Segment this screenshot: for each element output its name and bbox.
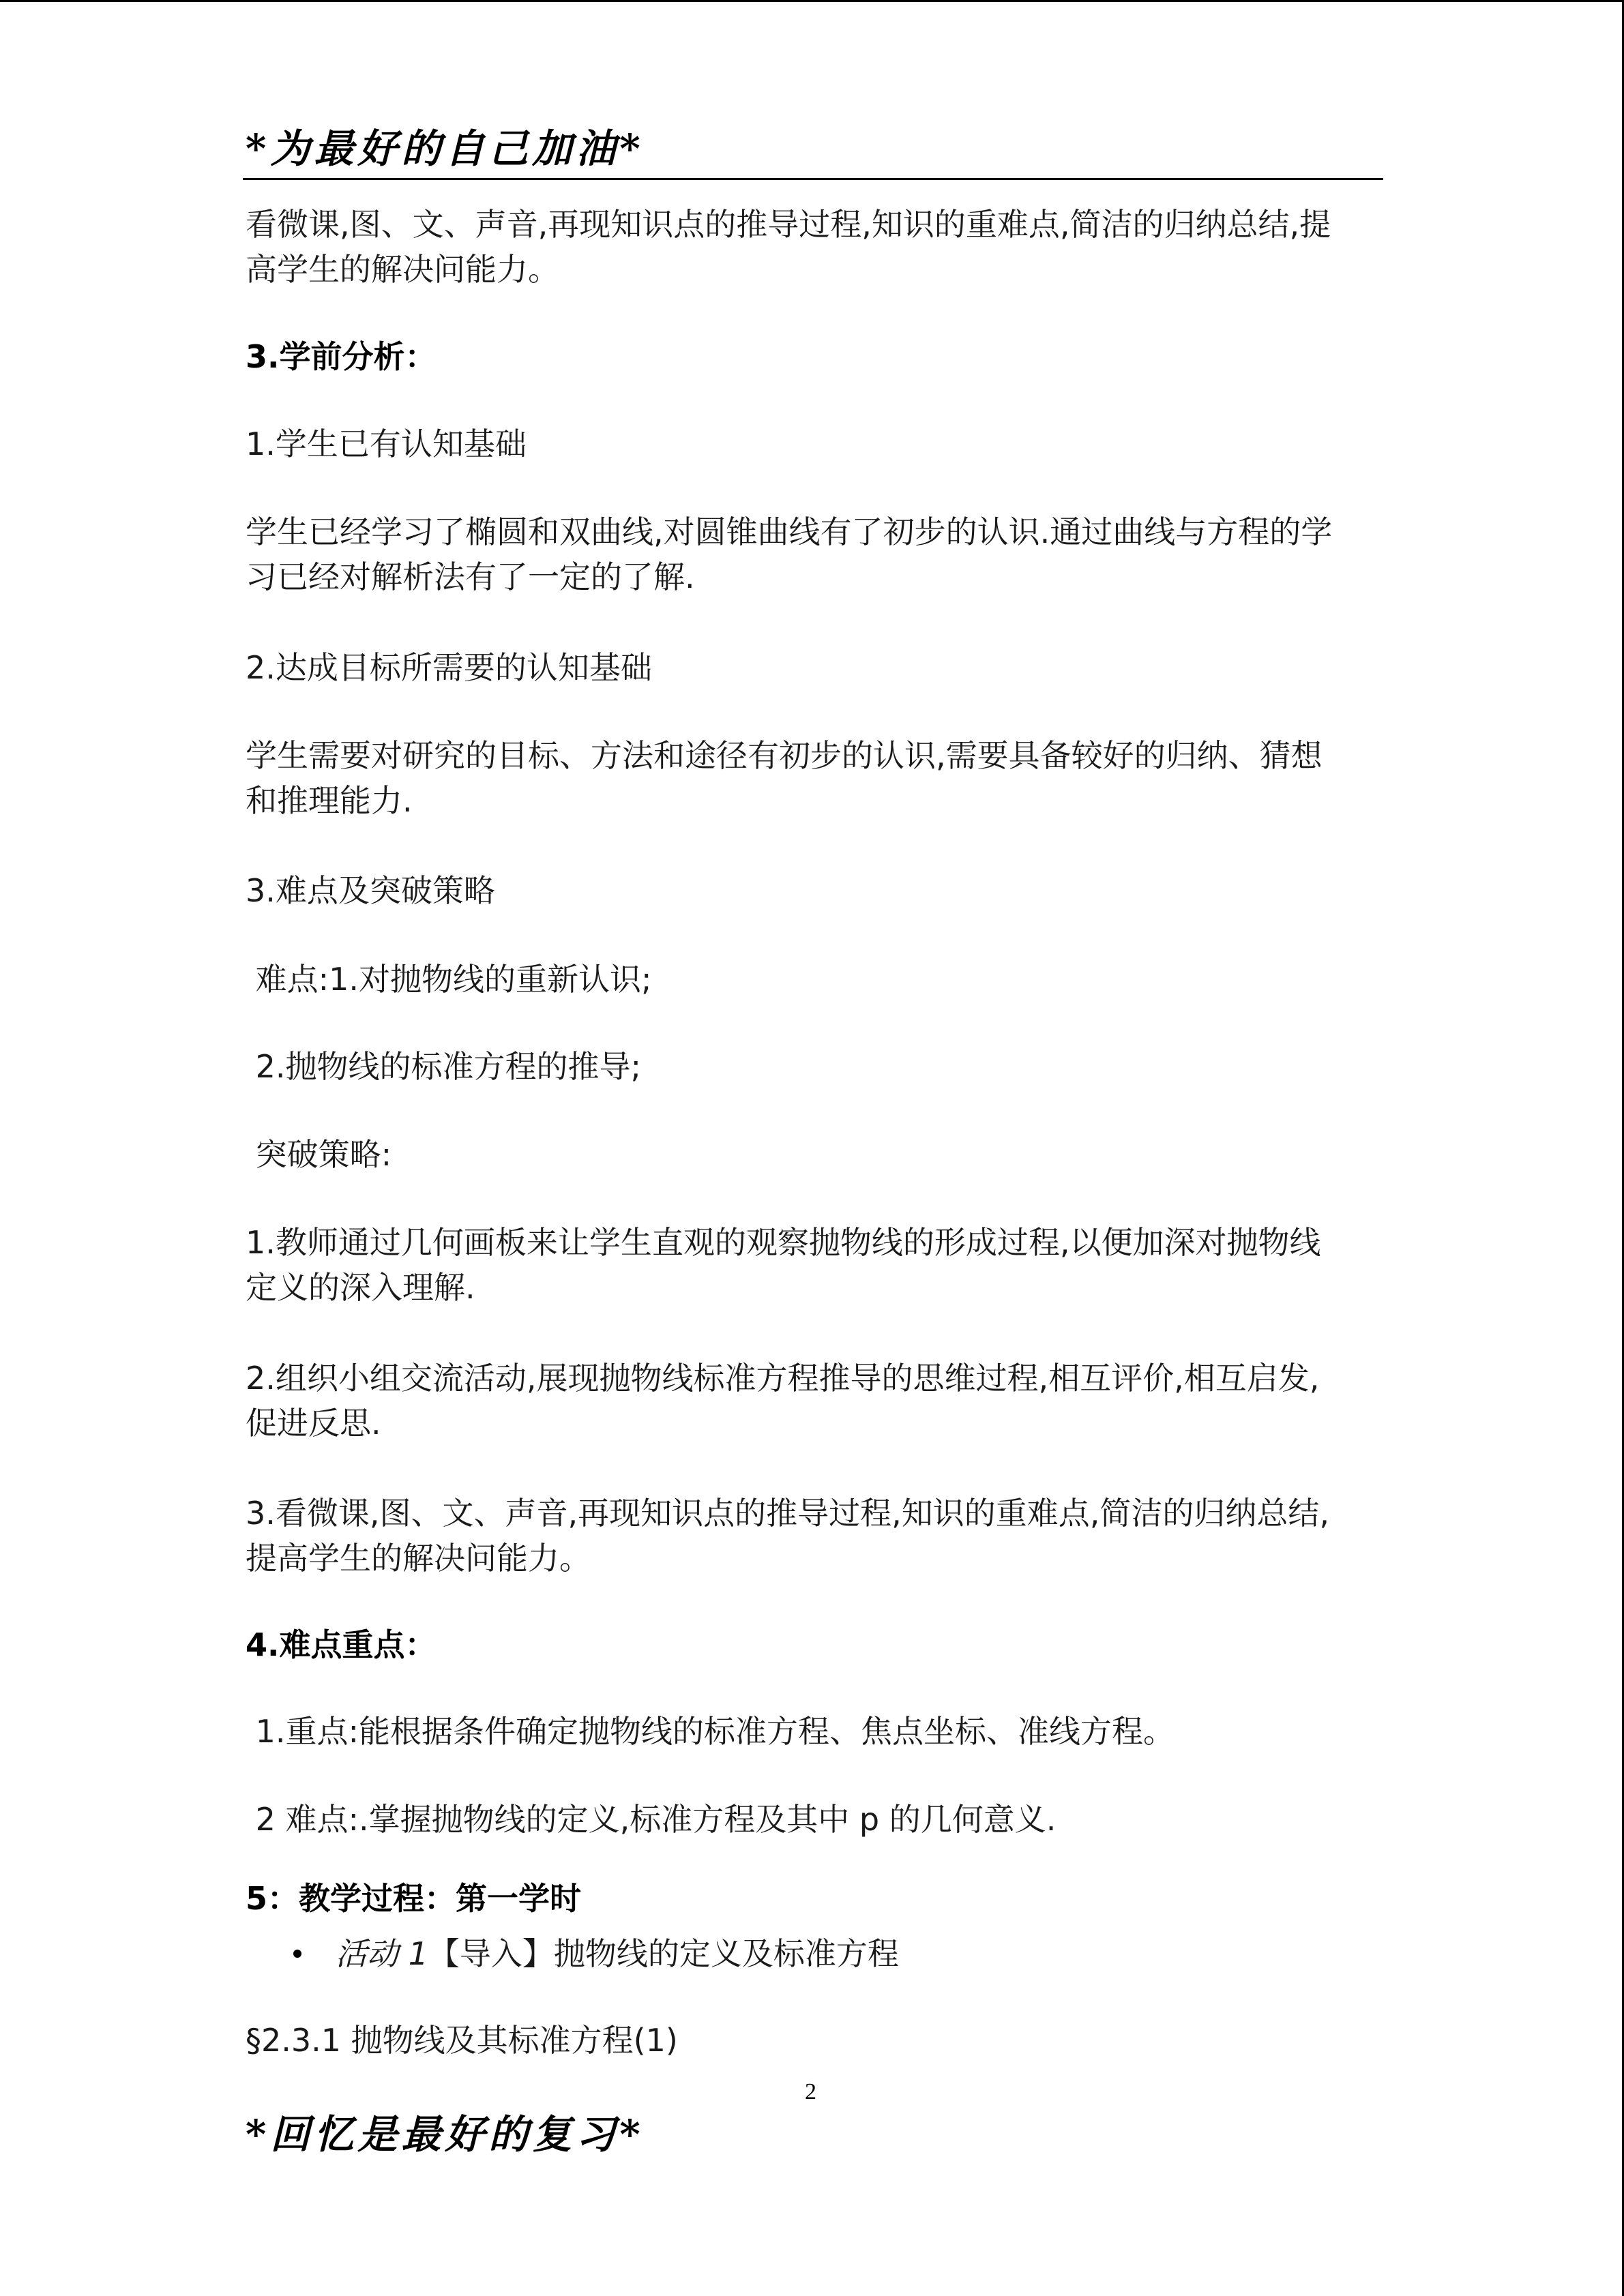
text-line: 2.组织小组交流活动,展现抛物线标准方程推导的思维过程,相互评价,相互启发, (246, 1360, 1320, 1397)
paragraph-intro (246, 202, 1381, 292)
difficulty-item-2: 2.抛物线的标准方程的推导; (246, 1048, 642, 1085)
text-line: 看微课,图、文、声音,再现知识点的推导过程,知识的重难点,简洁的归纳总结,提 (246, 206, 1331, 243)
section-reference: §2.3.1 抛物线及其标准方程(1) (246, 2022, 678, 2059)
strategy-item-2 (246, 1356, 1381, 1446)
text-line: 学生已经学习了椭圆和双曲线,对圆锥曲线有了初步的认识.通过曲线与方程的学 (246, 513, 1333, 550)
text-line: 学生需要对研究的目标、方法和途径有初步的认识,需要具备较好的归纳、猜想 (246, 737, 1323, 774)
subheading-3-2: 2.达成目标所需要的认知基础 (246, 649, 652, 686)
key-point-2: 2 难点:.掌握抛物线的定义,标准方程及其中 p 的几何意义. (246, 1801, 1057, 1838)
page-header: *为最好的自己加油* (246, 125, 645, 172)
section-heading-4: 4.难点重点： (246, 1626, 437, 1663)
strategy-item-3 (246, 1491, 1381, 1581)
strategy-item-1 (246, 1220, 1381, 1310)
activity-title: 【导入】抛物线的定义及标准方程 (428, 1935, 899, 1972)
text-line: 1.教师通过几何画板来让学生直观的观察抛物线的形成过程,以便加深对抛物线 (246, 1224, 1321, 1261)
difficulty-item-1: 难点:1.对抛物线的重新认识; (246, 961, 652, 998)
page-footer: *回忆是最好的复习* (246, 2111, 645, 2158)
text-line: 提高学生的解决问能力。 (246, 1540, 591, 1577)
text-line: 定义的深入理解. (246, 1269, 475, 1306)
strategy-heading: 突破策略: (246, 1136, 392, 1173)
subheading-3-1: 1.学生已有认知基础 (246, 426, 527, 462)
text-line: 高学生的解决问能力。 (246, 251, 559, 288)
paragraph-3-2 (246, 733, 1381, 823)
text-line: 习已经对解析法有了一定的了解. (246, 558, 695, 595)
section-heading-3: 3.学前分析： (246, 338, 437, 375)
text-line: 3.看微课,图、文、声音,再现知识点的推导过程,知识的重难点,简洁的归纳总结, (246, 1495, 1329, 1532)
text-line: 和推理能力. (246, 782, 413, 819)
key-point-1: 1.重点:能根据条件确定抛物线的标准方程、焦点坐标、准线方程。 (246, 1713, 1175, 1750)
text-line: 促进反思. (246, 1405, 381, 1442)
page-number: 2 (805, 2079, 816, 2104)
section-heading-5: 5：教学过程：第一学时 (246, 1880, 582, 1917)
header-divider (243, 178, 1383, 180)
activity-list-item (293, 1931, 899, 1976)
bullet-icon (293, 1950, 301, 1958)
subheading-3-3: 3.难点及突破策略 (246, 872, 495, 909)
activity-number: 活动 1 (336, 1935, 428, 1972)
paragraph-3-1 (246, 509, 1381, 599)
